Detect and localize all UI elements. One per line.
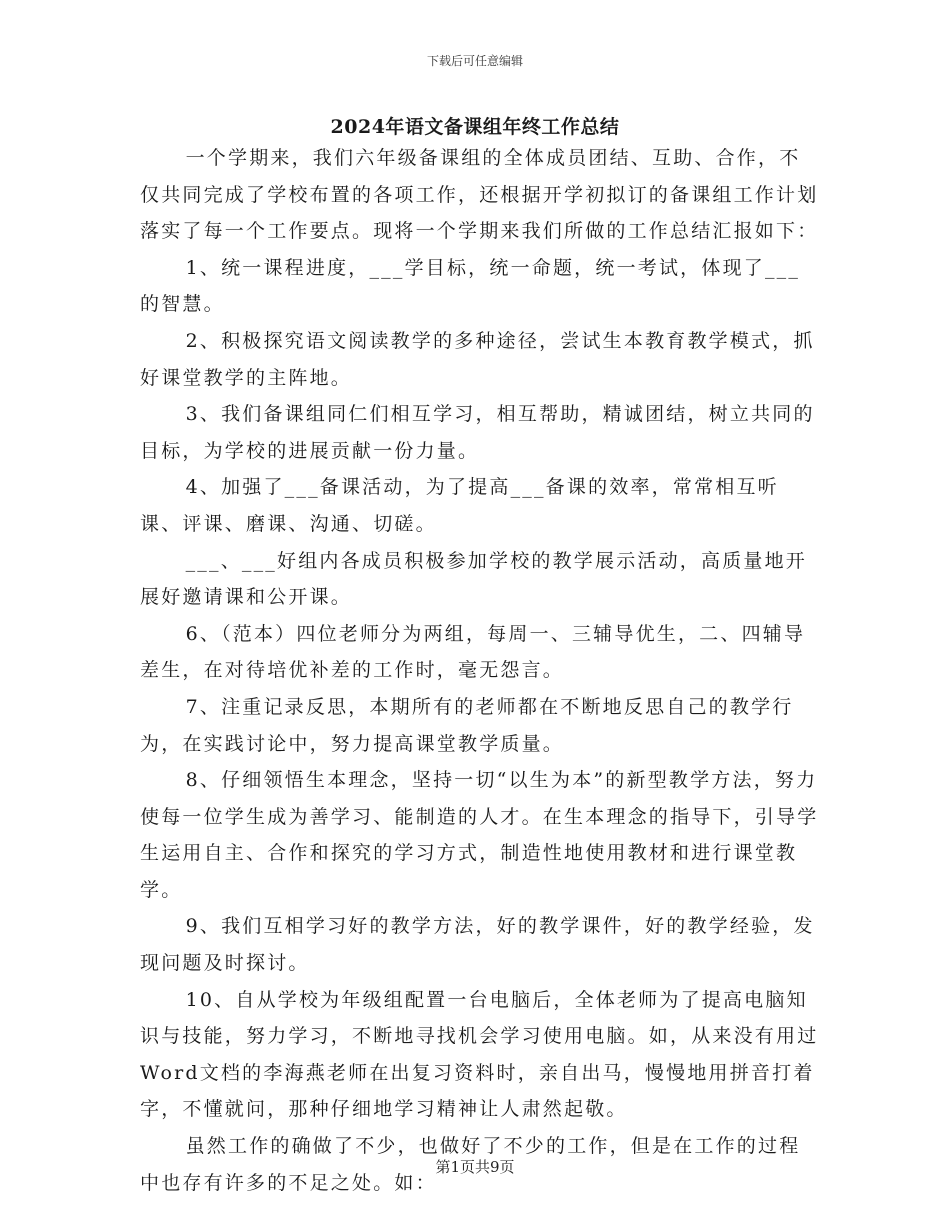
paragraph-item-8: 8、仔细领悟生本理念，坚持一切“以生为本”的新型教学方法，努力使每一位学生成为善学习、能制造的人才。在生本理念的指导下，引导学生运用自主、合作和探究的学习方式，制造性地使用教材和进行课堂教学。 <box>140 769 819 901</box>
paragraph-item-5: ___、___好组内各成员积极参加学校的教学展示活动，高质量地开展好邀请课和公开课。 <box>140 549 807 609</box>
paragraph-item-9: 9、我们互相学习好的教学方法，好的教学课件，好的教学经验，发现问题及时探讨。 <box>140 915 815 975</box>
paragraph-shortcomings: 虽然工作的确做了不少，也做好了不少的工作，但是在工作的过程中也存有许多的不足之处。如： <box>140 1135 801 1194</box>
page-number: 第1页共9页 <box>435 1158 515 1176</box>
paragraph-item-10: 10、自从学校为年级组配置一台电脑后，全体老师为了提高电脑知识与技能，努力学习，不断地寻找机会学习使用电脑。如，从来没有用过Word文档的李海燕老师在出复习资料时，亲自出马，慢慢地用拼音打着字，不懂就问，那种仔细地学习精神让人肃然起敬。 <box>140 988 819 1121</box>
paragraph-item-1: 1、统一课程进度，___学目标，统一命题，统一考试，体现了___的智慧。 <box>140 256 801 316</box>
document-title: 2024年语文备课组年终工作总结 <box>330 116 620 138</box>
document-body <box>140 140 820 1201</box>
paragraph-intro: 一个学期来，我们六年级备课组的全体成员团结、互助、合作，不仅共同完成了学校布置的各项工作，还根据开学初拟订的备课组工作计划落实了每一个工作要点。现将一个学期来我们所做的工作总结汇报如下： <box>140 147 819 243</box>
paragraph-item-2: 2、积极探究语文阅读教学的多种途径，尝试生本教育教学模式，抓好课堂教学的主阵地。 <box>140 329 815 389</box>
paragraph-item-6: 6、（范本）四位老师分为两组，每周一、三辅导优生，二、四辅导差生，在对待培优补差的工作时，毫无怨言。 <box>140 622 806 682</box>
paragraph-item-3: 3、我们备课组同仁们相互学习，相互帮助，精诚团结，树立共同的目标，为学校的进展贡献一份力量。 <box>140 403 815 462</box>
paragraph-item-4: 4、加强了___备课活动，为了提高___备课的效率，常常相互听课、评课、磨课、沟通、切磋。 <box>140 476 779 535</box>
paragraph-item-7: 7、注重记录反思，本期所有的老师都在不断地反思自己的教学行为，在实践讨论中，努力提高课堂教学质量。 <box>140 695 794 755</box>
header-note: 下载后可任意编辑 <box>426 54 523 68</box>
